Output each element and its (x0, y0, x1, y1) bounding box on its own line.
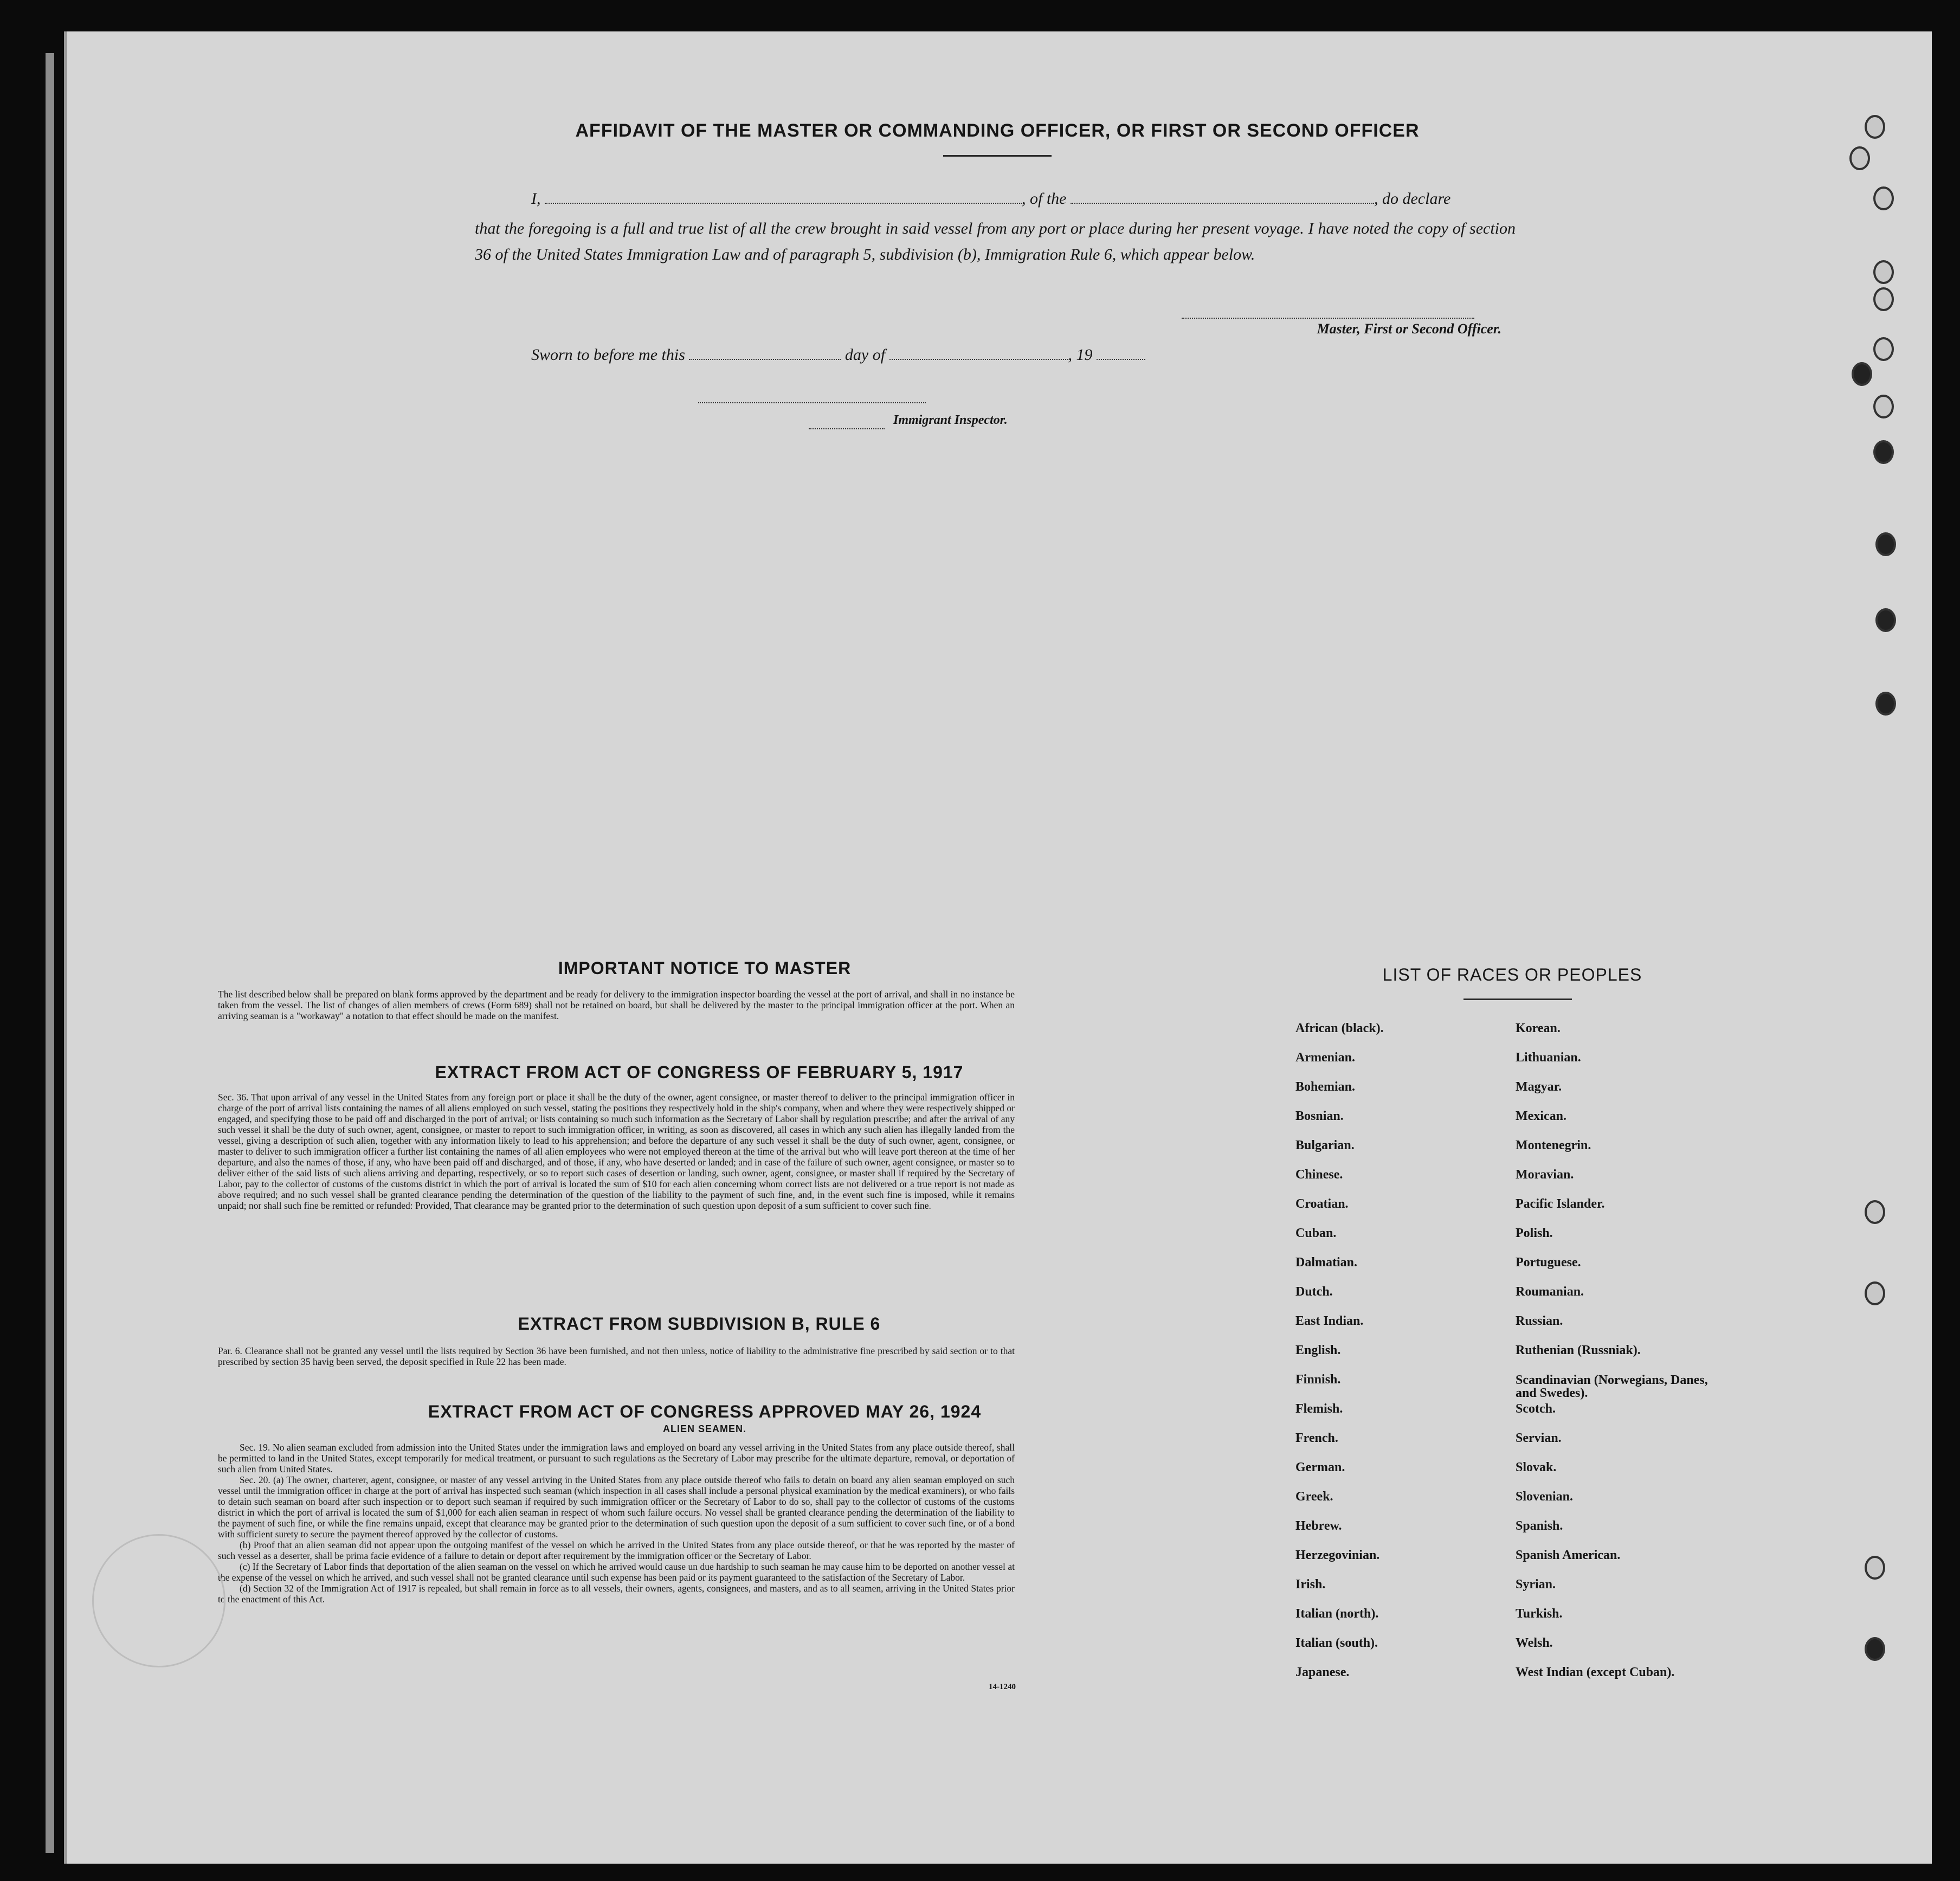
race-item: African (black). (1295, 1021, 1384, 1035)
race-item: Turkish. (1516, 1607, 1563, 1621)
paragraph-sec20a: Sec. 20. (a) The owner, charterer, agent, consignee, or master of any vessel arriving in the United States from any place outside thereof who fails to detain on board any alien seaman employed on such vessel until the immigration officer in charge at the port of arrival has inspected such seaman (which inspection in all cases shall include a personal physical examination by the medical examiners), or who fails to detain such seaman on board after such inspection or to deport such seaman if required by such immigration officer or the Secretary of Labor to do so, shall pay to the collector of customs of the customs district in which the port of arrival is located the sum of $1,000 for each alien seaman in respect of whom such failure occurs. No vessel shall be granted clearance pending the determination of the liability to the payment of such fine, or while the fine remains unpaid, except that clearance may be granted prior to the determination of such question upon the deposit of a sum sufficient to cover such fine, or of a bond with sufficient surety to secure the payment thereof approved by the collector of customs. (218, 1474, 1015, 1539)
paragraph-sec20c: (c) If the Secretary of Labor finds that deportation of the alien seaman on the vessel on which he arrived would cause un due hardship to such seaman he may cause him to be deported on another vessel at the expense of the vessel on which he arrived, and such vessel shall not be granted clearance until such expense has been paid or its payment guaranteed to the satisfaction of the Secretary of Labor. (218, 1561, 1015, 1583)
race-item: Bohemian. (1295, 1080, 1356, 1094)
signature-line[interactable] (1182, 318, 1474, 319)
race-item: English. (1295, 1343, 1341, 1357)
affidavit-line1-i: I, (531, 190, 541, 208)
race-item: Slovak. (1516, 1460, 1557, 1474)
race-item: East Indian. (1295, 1314, 1364, 1328)
race-item: Mexican. (1516, 1109, 1566, 1123)
inspector-signature-line[interactable] (698, 402, 926, 403)
binding-hole (1865, 1281, 1885, 1305)
race-item: Pacific Islander. (1516, 1197, 1605, 1211)
race-item: Dalmatian. (1295, 1255, 1357, 1270)
affidavit-line1-of: , of the (1022, 190, 1067, 208)
binding-hole (1873, 260, 1894, 284)
extract-1924-title: EXTRACT FROM ACT OF CONGRESS APPROVED MAY 26, 1924 (428, 1402, 982, 1421)
affidavit-title-rule (943, 155, 1052, 157)
race-item: Servian. (1516, 1431, 1562, 1445)
race-item: Polish. (1516, 1226, 1553, 1240)
sworn-year: , 19 (1068, 346, 1093, 364)
extract-rule6-body: Par. 6. Clearance shall not be granted any vessel until the lists required by Section 36 have been furnished, and not then unless, notice of liability to the administrative fine prescribed by said section or to that prescribed by section 35 havig been served, the deposit specified in Rule 22 has been made. (218, 1345, 1015, 1367)
race-item: Cuban. (1295, 1226, 1337, 1240)
binding-hole (1852, 362, 1872, 386)
race-item: German. (1295, 1460, 1345, 1474)
binding-hole (1873, 287, 1894, 311)
race-item: Scotch. (1516, 1402, 1556, 1416)
signature-label: Master, First or Second Officer. (1317, 321, 1501, 337)
sworn-dayof: day of (844, 346, 886, 364)
race-item: Armenian. (1295, 1051, 1355, 1065)
paragraph-sec19: Sec. 19. No alien seaman excluded from admission into the United States under the immigration laws and employed on board any vessel arriving in the United States from any place outside thereof, shall be permitted to land in the United States, except temporarily for medical treatment, or pursuant to such regulations as the Secretary of Labor may prescribe for the ultimate departure, removal, or deportation of such alien from United States. (218, 1442, 1015, 1474)
paragraph-sec20b: (b) Proof that an alien seaman did not appear upon the outgoing manifest of the vessel on which he arrived in the United States from any place outside thereof, or that he was reported by the master of such vessel as a deserter, shall be prima facie evidence of a failure to detain or deport after requirement by the immigration officer or the Secretary of Labor. (218, 1539, 1015, 1561)
races-column-1 (1295, 1021, 1474, 1695)
notice-title: IMPORTANT NOTICE TO MASTER (558, 958, 852, 978)
race-item: Lithuanian. (1516, 1051, 1581, 1065)
race-item: Flemish. (1295, 1402, 1343, 1416)
extract-rule6-title: EXTRACT FROM SUBDIVISION B, RULE 6 (518, 1314, 881, 1334)
race-item: Bulgarian. (1295, 1138, 1355, 1152)
binding-hole (1873, 337, 1894, 361)
binding-hole (1849, 146, 1870, 170)
race-item: Ruthenian (Russniak). (1516, 1343, 1641, 1357)
name-field[interactable] (545, 203, 1022, 204)
sworn-day-field[interactable] (689, 359, 841, 360)
race-item: Korean. (1516, 1021, 1561, 1035)
race-item: Croatian. (1295, 1197, 1349, 1211)
race-item: Herzegovinian. (1295, 1548, 1380, 1562)
race-item: Montenegrin. (1516, 1138, 1591, 1152)
affidavit-line1-declare: , do declare (1374, 190, 1451, 208)
inspector-label: Immigrant Inspector. (893, 413, 1008, 427)
race-item: Russian. (1516, 1314, 1563, 1328)
binding-hole (1875, 692, 1896, 716)
inspector-dots (809, 428, 885, 429)
embossed-seal (92, 1534, 225, 1667)
race-item: West Indian (except Cuban). (1516, 1665, 1675, 1679)
sworn-year-field[interactable] (1097, 359, 1145, 360)
race-item: Scandinavian (Norwegians, Danes, and Swedes). (1516, 1373, 1708, 1400)
race-item: Spanish. (1516, 1519, 1563, 1533)
race-item: Japanese. (1295, 1665, 1350, 1679)
race-item: Magyar. (1516, 1080, 1562, 1094)
sworn-month-field[interactable] (889, 359, 1068, 360)
race-item: Italian (south). (1295, 1636, 1378, 1650)
binding-hole (1873, 395, 1894, 418)
affidavit-body: that the foregoing is a full and true list of all the crew brought in said vessel from any port or place during her present voyage. I have noted the copy of section 36 of the United States Immigration Law and of paragraph 5, subdivision (b), Immigration Rule 6, which appear below. (475, 220, 1516, 263)
race-item: Dutch. (1295, 1285, 1333, 1299)
position-field[interactable] (1071, 203, 1374, 204)
binding-hole (1865, 1556, 1885, 1580)
race-item: Finnish. (1295, 1373, 1341, 1387)
paragraph-sec20d: (d) Section 32 of the Immigration Act of 1917 is repealed, but shall remain in force as to all vessels, their owners, agents, consignees, and masters, and as to all seamen, arriving in the United States prior to the enactment of this Act. (218, 1583, 1015, 1605)
race-item: Roumanian. (1516, 1285, 1584, 1299)
race-item: Portuguese. (1516, 1255, 1581, 1270)
extract-1924-subtitle: ALIEN SEAMEN. (662, 1423, 746, 1434)
sworn-line (531, 346, 1290, 364)
extract-1917-body: Sec. 36. That upon arrival of any vessel in the United States from any foreign port or place it shall be the duty of the owner, agent consignee, or master thereof to deliver to the principal immigration officer in charge of the port of arrival lists containing the names of all aliens employed on such vessel, stating the positions they respectively hold in the ship's company, when and where they were respectively shipped or engaged, and specifying those to be paid off and discharged in the port of arrival; or lists containing so much such information as the Secretary of Labor shall by regulation prescribe; and after the arrival of any such vessel it shall be the duty of such owner, agent, consignee, or master to report to such immigration officer, in writing, as soon as discovered, all cases in which any such alien has illegally landed from the vessel, giving a description of such alien, together with any information likely to lead to his apprehension; and before the departure of any such vessel it shall be the duty of such owner, agent, consignee, or master to deliver to such immigration officer a further list containing the names of all alien employees who were not employed thereon at the time of the arrival but who will leave port thereon at the time of her departure, and also the names of those, if any, who have been paid off and discharged, and of those, if any, who have deserted or landed; and in case of the failure of such owner, agent consignee, or master so to deliver either of the said lists of such aliens arriving and departing, respectively, or so to report such cases of desertion or landing, such owner, agent, consignee, or master shall if required by the Secretary of Labor, pay to the collector of customs of the customs district in which the port of arrival is located the sum of $10 for each alien concerning whom correct lists are not delivered or a true report is not made as above required; and no such vessel shall be granted clearance pending the determination of the question of the liability to the payment of such fine, and, in the event such fine is imposed, while it remains unpaid; nor shall such fine be remitted or refunded: Provided, That clearance may be granted prior to the determination of such question upon deposit of a sum sufficient to cover such fine. (218, 1092, 1015, 1211)
race-item: Hebrew. (1295, 1519, 1342, 1533)
race-item: Moravian. (1516, 1168, 1574, 1182)
race-item: Spanish American. (1516, 1548, 1621, 1562)
race-item: Bosnian. (1295, 1109, 1344, 1123)
race-item: Welsh. (1516, 1636, 1553, 1650)
form-number: 14-1240 (989, 1683, 1016, 1691)
binding-hole (1865, 1637, 1885, 1661)
binding-hole (1873, 440, 1894, 464)
sworn-text: Sworn to before me this (531, 346, 685, 364)
extract-1924-body (218, 1442, 1015, 1605)
affidavit-line1 (531, 190, 1518, 208)
races-title: LIST OF RACES OR PEOPLES (1382, 965, 1642, 984)
race-item: Greek. (1295, 1490, 1333, 1504)
notice-body: The list described below shall be prepared on blank forms approved by the department and be ready for delivery to the immigration inspector boarding the vessel at the port of arrival, and shall in no instance be taken from the vessel. The list of changes of alien members of crews (Form 689) shall not be retained on board, but shall be delivered by the master to the principal immigration officer at the port. When an arriving seaman is a "workaway" a notation to that effect should be made on the manifest. (218, 989, 1015, 1021)
races-column-2 (1516, 1021, 1722, 1695)
binding-hole (1865, 115, 1885, 139)
race-item: French. (1295, 1431, 1338, 1445)
binding-hole (1865, 1200, 1885, 1224)
affidavit-title: AFFIDAVIT OF THE MASTER OR COMMANDING OFFICER, OR FIRST OR SECOND OFFICER (575, 120, 1420, 141)
race-item: Italian (north). (1295, 1607, 1379, 1621)
race-item: Irish. (1295, 1577, 1326, 1592)
race-item: Slovenian. (1516, 1490, 1574, 1504)
races-title-rule (1463, 999, 1572, 1000)
binding-hole (1875, 608, 1896, 632)
extract-1917-title: EXTRACT FROM ACT OF CONGRESS OF FEBRUARY 5, 1917 (435, 1062, 964, 1082)
binding-hole (1873, 186, 1894, 210)
race-item: Chinese. (1295, 1168, 1343, 1182)
race-item: Syrian. (1516, 1577, 1556, 1592)
binding-hole (1875, 532, 1896, 556)
